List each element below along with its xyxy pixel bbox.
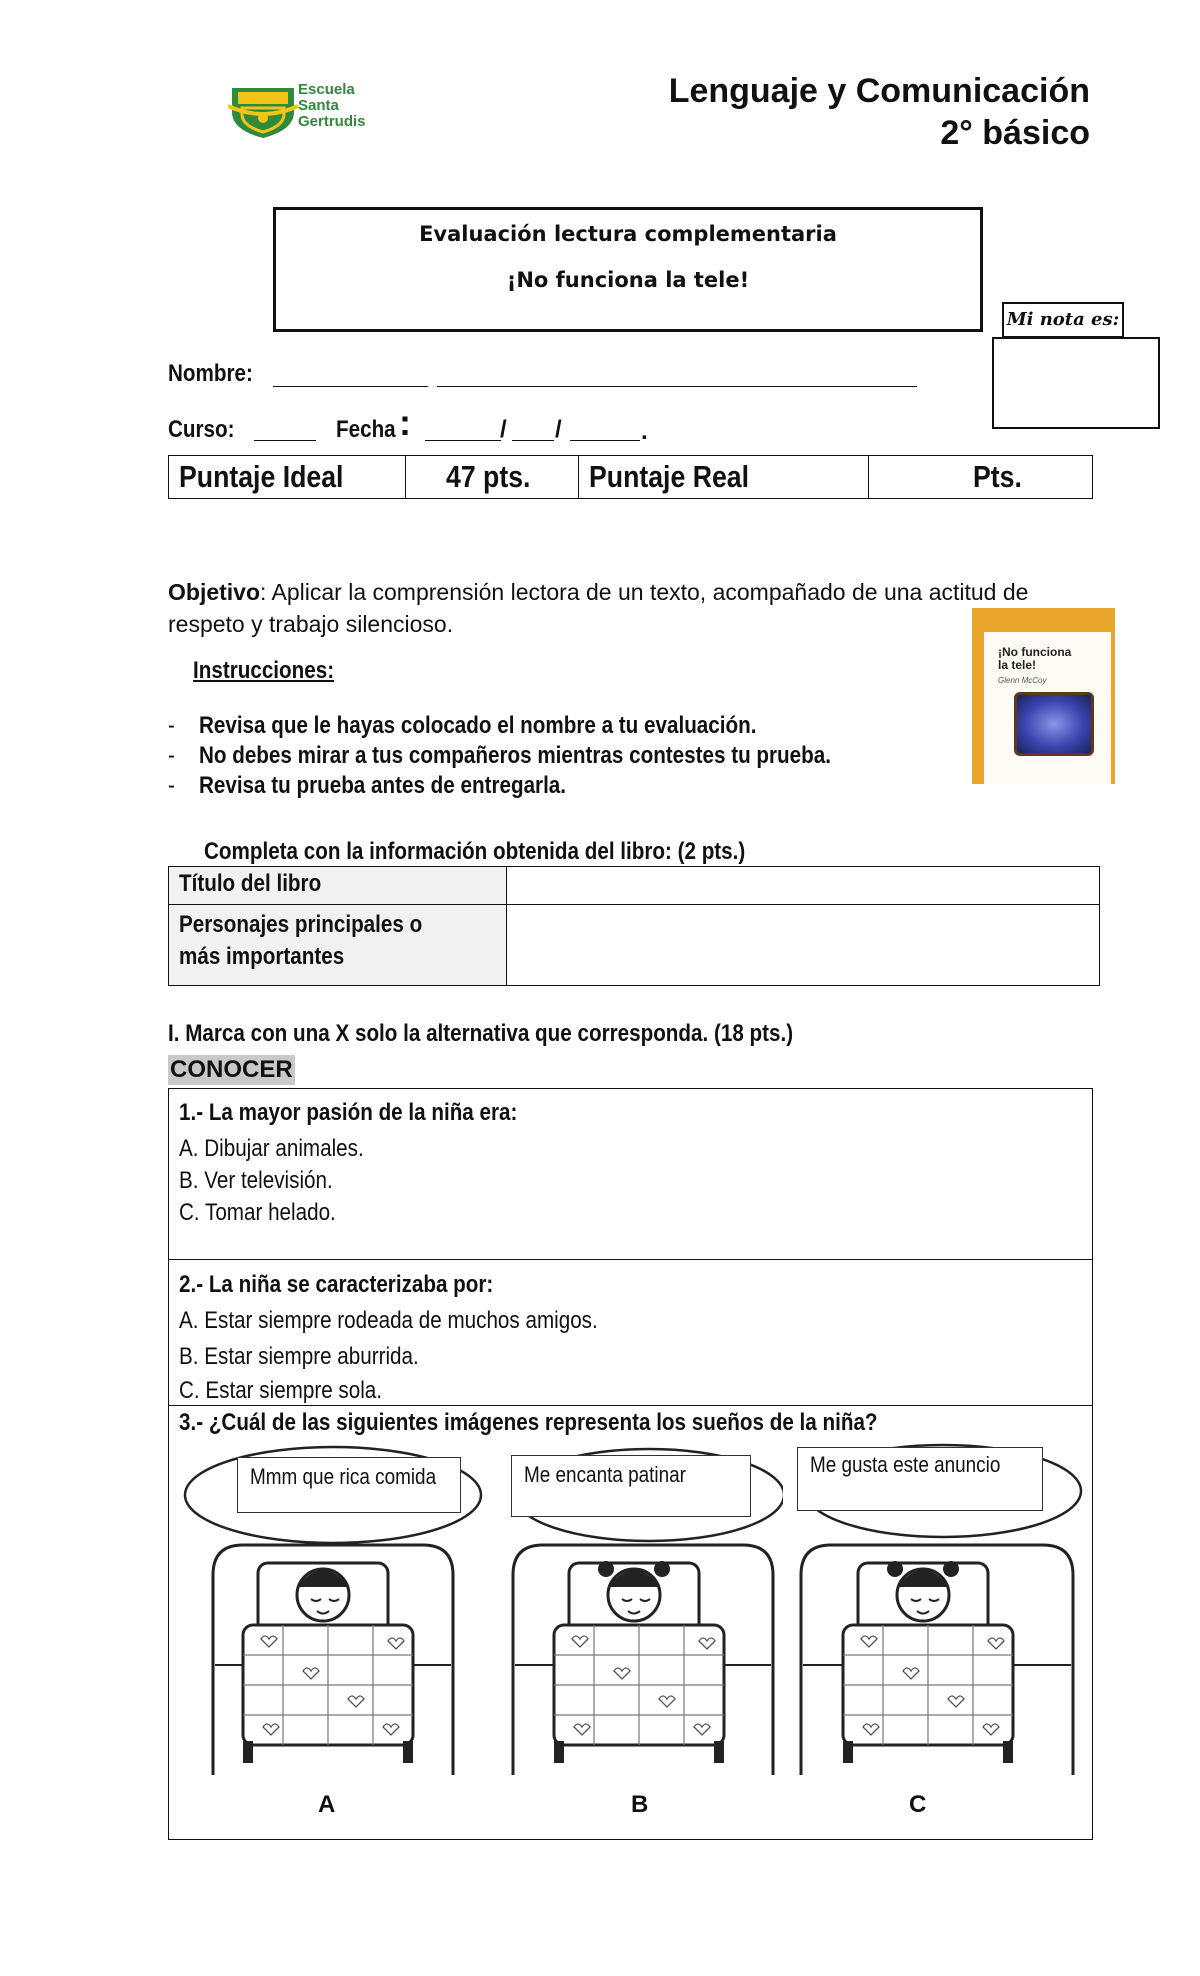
instruction-item <box>168 742 831 770</box>
image-label-c: C <box>909 1791 927 1818</box>
course-line[interactable] <box>254 440 316 441</box>
book-title-row <box>169 867 1099 905</box>
evaluation-title: Evaluación lectura complementaria <box>419 222 837 246</box>
name-label: Nombre: <box>168 360 253 387</box>
bullet-dash: - <box>168 712 175 739</box>
evaluation-title-box <box>273 207 983 332</box>
book-cover-title-line1: ¡No funciona <box>998 645 1072 659</box>
dream-bubble-c: Me gusta este anuncio <box>797 1447 1043 1511</box>
name-line-1[interactable] <box>273 386 428 387</box>
date-colon: : <box>399 402 411 443</box>
book-cover-title-line2: la tele! <box>998 658 1037 672</box>
question-1-title: 1.- La mayor pasión de la niña era: <box>179 1099 518 1126</box>
date-year-line[interactable] <box>570 440 640 441</box>
dream-bubble-b: Me encanta patinar <box>511 1455 751 1517</box>
book-info-table <box>168 866 1100 986</box>
question-2-option-c[interactable]: C. Estar siempre sola. <box>179 1377 383 1404</box>
book-cover-image <box>972 608 1115 784</box>
date-month-line[interactable] <box>512 440 554 441</box>
book-cover-title <box>998 646 1071 672</box>
subject-title: Lenguaje y Comunicación <box>668 72 1090 110</box>
questions-box <box>168 1088 1093 1840</box>
book-cover-author: Glenn McCoy <box>998 676 1047 685</box>
complete-title: Completa con la información obtenida del libro: (2 pts.) <box>204 838 746 865</box>
characters-label-line2: más importantes <box>179 943 345 970</box>
bullet-dash: - <box>168 772 175 799</box>
objective <box>168 576 1048 640</box>
school-name-line1: Escuela <box>298 81 355 98</box>
grade-title: 2° básico <box>940 114 1090 152</box>
ideal-score-label: Puntaje Ideal <box>169 456 406 498</box>
date-slash-1: / <box>500 416 507 443</box>
instruction-item <box>168 772 566 800</box>
instruction-text: Revisa que le hayas colocado el nombre a tu evaluación. <box>198 712 757 739</box>
question-1-option-a[interactable]: A. Dibujar animales. <box>179 1135 364 1162</box>
question-1-option-b[interactable]: B. Ver televisión. <box>179 1167 333 1194</box>
school-name-line3: Gertrudis <box>298 113 366 130</box>
date-period: . <box>641 418 648 445</box>
objective-text: : Aplicar la comprensión lectora de un texto, acompañado de una actitud de respeto y trabajo silencioso. <box>168 579 1029 637</box>
instructions-title: Instrucciones: <box>193 657 335 684</box>
characters-label <box>169 905 507 985</box>
grade-label: Mi nota es: <box>1002 302 1124 338</box>
book-title-label: Título del libro <box>169 867 507 904</box>
question-2-option-b[interactable]: B. Estar siempre aburrida. <box>179 1343 419 1370</box>
dream-image-b[interactable] <box>499 1445 783 1775</box>
question-2-title: 2.- La niña se caracterizaba por: <box>179 1271 494 1298</box>
date-label: Fecha <box>336 416 396 443</box>
dream-image-a[interactable] <box>183 1445 483 1775</box>
dream-bubble-a: Mmm que rica comida <box>237 1457 461 1513</box>
section-title: I. Marca con una X solo la alternativa que corresponda. (18 pts.) <box>168 1020 794 1047</box>
school-name <box>298 82 366 130</box>
image-label-b: B <box>631 1791 649 1818</box>
real-score-label: Puntaje Real <box>579 456 869 498</box>
characters-label-line1: Personajes principales o <box>179 911 423 938</box>
score-table <box>168 455 1093 499</box>
date-slash-2: / <box>555 416 562 443</box>
subject-header <box>669 70 1090 154</box>
instruction-text: Revisa tu prueba antes de entregarla. <box>198 772 567 799</box>
objective-label: Objetivo <box>168 579 261 605</box>
real-score-value[interactable]: Pts. <box>973 459 1022 494</box>
bullet-dash: - <box>168 742 175 769</box>
school-name-line2: Santa <box>298 97 339 114</box>
name-line-2[interactable] <box>437 386 917 387</box>
instruction-item <box>168 712 756 740</box>
instruction-text: No debes mirar a tus compañeros mientras contestes tu prueba. <box>198 742 831 769</box>
characters-row <box>169 905 1099 985</box>
grade-box[interactable] <box>992 337 1160 429</box>
ideal-score-value: 47 pts. <box>406 456 579 498</box>
question-divider <box>169 1259 1092 1260</box>
date-day-line[interactable] <box>425 440 501 441</box>
book-title: ¡No funciona la tele! <box>506 268 750 292</box>
question-divider <box>169 1405 1092 1406</box>
dream-image-c[interactable] <box>793 1441 1083 1775</box>
tv-illustration <box>1014 692 1094 756</box>
book-cover-panel <box>984 632 1111 784</box>
question-2-option-a[interactable]: A. Estar siempre rodeada de muchos amigos. <box>179 1307 598 1334</box>
question-3-title: 3.- ¿Cuál de las siguientes imágenes representa los sueños de la niña? <box>179 1409 878 1436</box>
question-1-option-c[interactable]: C. Tomar helado. <box>179 1199 336 1226</box>
category-label: CONOCER <box>170 1056 293 1083</box>
image-label-a: A <box>318 1791 336 1818</box>
course-label: Curso: <box>168 416 235 443</box>
